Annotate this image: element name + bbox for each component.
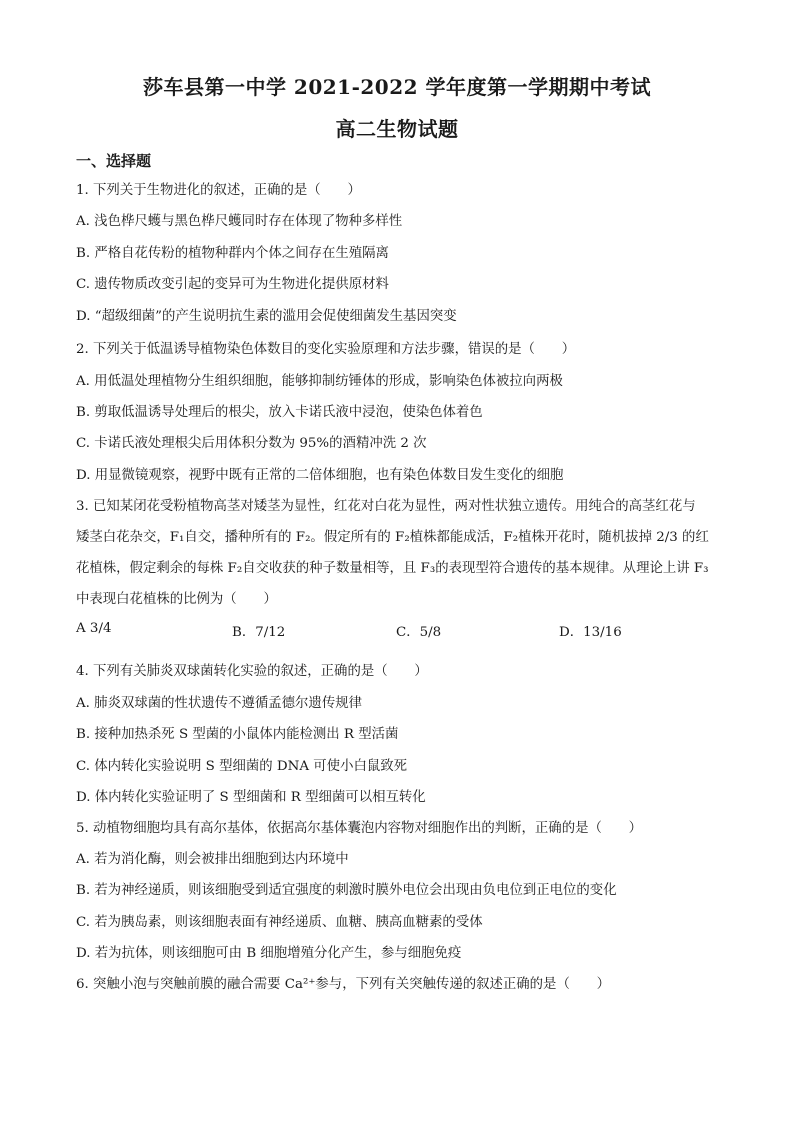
- question-6-stem: 6. 突触小泡与突触前膜的融合需要 Ca²⁺参与，下列有关突触传递的叙述正确的是（ ）: [76, 977, 611, 992]
- question-3-option-c: C．5/8: [396, 625, 442, 640]
- question-3-stem-line-2: 矮茎白花杂交，F₁自交，播种所有的 F₂。假定所有的 F₂植株都能成活，F₂植株开花时，随机拔掉 2/3 的红: [76, 530, 709, 545]
- question-3-stem-line-3: 花植株，假定剩余的每株 F₂自交收获的种子数量相等，且 F₃的表现型符合遗传的基本规律。从理论上讲 F₃: [76, 561, 709, 576]
- question-2-option-b: B. 剪取低温诱导处理后的根尖，放入卡诺氏液中浸泡，使染色体着色: [76, 405, 483, 420]
- question-2-option-c: C. 卡诺氏液处理根尖后用体积分数为 95%的酒精冲洗 2 次: [76, 436, 427, 451]
- exam-subtitle: 高二生物试题: [335, 117, 459, 141]
- question-3-option-b: B．7/12: [232, 625, 286, 640]
- question-5-option-c: C. 若为胰岛素，则该细胞表面有神经递质、血糖、胰高血糖素的受体: [76, 915, 483, 930]
- question-3-stem-line-1: 3. 已知某闭花受粉植物高茎对矮茎为显性，红花对白花为显性，两对性状独立遗传。用纯合的高茎红花与: [76, 499, 696, 514]
- question-5-option-d: D. 若为抗体，则该细胞可由 B 细胞增殖分化产生，参与细胞免疫: [76, 946, 462, 961]
- question-1-stem: 1. 下列关于生物进化的叙述，正确的是（ ）: [76, 183, 361, 198]
- question-4-option-c: C. 体内转化实验说明 S 型细菌的 DNA 可使小白鼠致死: [76, 759, 408, 774]
- question-4-option-a: A. 肺炎双球菌的性状遗传不遵循孟德尔遗传规律: [76, 696, 362, 711]
- question-3-option-d: D．13/16: [559, 625, 622, 640]
- question-4-option-d: D. 体内转化实验证明了 S 型细菌和 R 型细菌可以相互转化: [76, 790, 426, 805]
- question-3-options: [76, 621, 726, 641]
- question-3-stem-line-4: 中表现白花植株的比例为（ ）: [76, 592, 277, 607]
- question-1-option-b: B. 严格自花传粉的植物种群内个体之间存在生殖隔离: [76, 246, 389, 261]
- question-1-option-c: C. 遗传物质改变引起的变异可为生物进化提供原材料: [76, 277, 389, 292]
- question-2-option-d: D. 用显微镜观察，视野中既有正常的二倍体细胞，也有染色体数目发生变化的细胞: [76, 468, 564, 483]
- question-3-option-a: A 3/4: [76, 621, 112, 636]
- question-4-option-b: B. 接种加热杀死 S 型菌的小鼠体内能检测出 R 型活菌: [76, 727, 399, 742]
- question-5-option-a: A. 若为消化酶，则会被排出细胞到达内环境中: [76, 852, 349, 867]
- section-heading: 一、选择题: [76, 152, 152, 170]
- question-5-stem: 5. 动植物细胞均具有高尔基体，依据高尔基体囊泡内容物对细胞作出的判断，正确的是（ ）: [76, 821, 643, 836]
- question-2-option-a: A. 用低温处理植物分生组织细胞，能够抑制纺锤体的形成，影响染色体被拉向两极: [76, 374, 563, 389]
- question-2-stem: 2. 下列关于低温诱导植物染色体数目的变化实验原理和方法步骤，错误的是（ ）: [76, 342, 576, 357]
- question-4-stem: 4. 下列有关肺炎双球菌转化实验的叙述，正确的是（ ）: [76, 664, 428, 679]
- question-5-option-b: B. 若为神经递质，则该细胞受到适宜强度的刺激时膜外电位会出现由负电位到正电位的变化: [76, 883, 617, 898]
- question-1-option-a: A. 浅色桦尺蠖与黑色桦尺蠖同时存在体现了物种多样性: [76, 214, 403, 229]
- question-1-option-d: D. “超级细菌”的产生说明抗生素的滥用会促使细菌发生基因突变: [76, 309, 457, 324]
- exam-title: 莎车县第一中学 2021-2022 学年度第一学期期中考试: [142, 75, 652, 99]
